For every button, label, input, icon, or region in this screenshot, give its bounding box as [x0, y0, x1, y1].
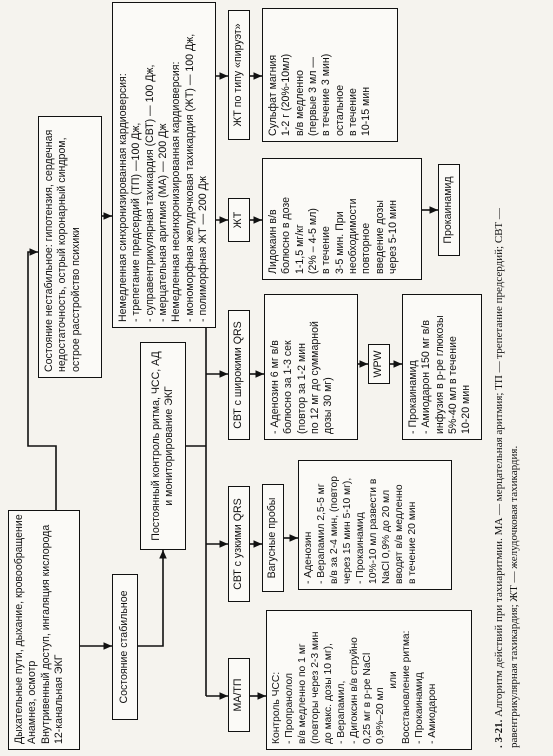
text-line: Состояние нестабильное: гипотензия, сердечная: [43, 129, 55, 372]
text-line: WPW: [372, 350, 385, 378]
text-line: Вагусные пробы: [266, 497, 279, 579]
text-line: Внутривенный доступ, ингаляция кислорода: [39, 524, 52, 744]
text-line: через 15 мин 5-10 мг),: [341, 477, 353, 584]
caption-number: . 3-21.: [493, 719, 505, 748]
text-line: в течение 3 мин): [320, 53, 333, 136]
text-line: Постоянный контроль ритма, ЧСС, АД: [149, 351, 162, 541]
text-line: (2% – 4-5 мл): [307, 208, 320, 274]
text-line: в/в за 2-4 мин, (повтор: [328, 476, 340, 584]
wpw-treatment-box: [402, 294, 482, 440]
text-line: (повтор за 1-2 мин: [295, 342, 308, 434]
text-line: - Верапамил 2,5-5 мг: [315, 483, 327, 584]
text-line: в течение 20 мин: [406, 501, 418, 584]
text-line: дозы 30 мг): [322, 377, 335, 434]
text-line: СВТ с узкими QRS: [232, 498, 245, 590]
text-line: - Прокаинамид: [407, 360, 419, 434]
branch-ma-tp-box: [228, 658, 250, 732]
caption-line: равентрикулярная тахикардия; ЖТ — желудочковая тахикардия.: [507, 445, 520, 748]
text-line: - Верапамил,: [335, 680, 347, 744]
text-line: СВТ с широкими QRS: [232, 321, 245, 429]
text-line: МА/ТП: [232, 678, 245, 712]
text-line: 12-канальная ЭКГ: [53, 654, 66, 744]
text-line: Немедленная несинхронизированная кардиоверсия:: [170, 61, 183, 322]
text-line: - Амиодарон 150 мг в/в: [420, 320, 433, 434]
branch-vt-box: [228, 198, 250, 242]
text-line: - Аденозин 6 мг в/в: [269, 340, 281, 434]
initial-assessment-box: [8, 510, 80, 750]
text-line: - Прокаинамид: [413, 672, 425, 744]
text-line: в/в медленно по 1 мг: [296, 643, 308, 744]
text-line: до макс. дозы 10 мг),: [322, 643, 334, 744]
text-line: повторное: [360, 222, 373, 274]
ma-treatment-box: [266, 610, 472, 750]
text-line: 10-20 мин: [460, 384, 473, 434]
text-line: 1-2 г (20%-10мл): [280, 53, 293, 136]
text-line: Анамнез, осмотр: [26, 660, 39, 744]
text-line: инфузия в р-ре глюкозы: [433, 315, 446, 434]
text-line: Лидокаин в/в: [267, 209, 279, 274]
figure-caption: [492, 8, 522, 748]
text-line: - Амиодарон: [426, 683, 438, 744]
text-line: и мониторирование ЭКГ: [163, 386, 175, 506]
monitoring-box: [140, 342, 186, 550]
text-line: 5%-40 мл в течение: [447, 336, 460, 434]
text-line: - Аденозин: [303, 531, 314, 584]
vagal-maneuvers-box: [262, 484, 284, 592]
narrow-qrs-treatment-box: [298, 460, 452, 590]
text-line: - Дигоксин в/в струйно: [348, 637, 360, 744]
text-line: Состояние стабильное: [118, 590, 131, 704]
text-line: ЖТ: [232, 211, 245, 229]
text-line: Контроль ЧСС:: [271, 671, 282, 744]
text-line: в/в медленно: [293, 70, 306, 136]
text-line: - мерцательная аритмия (МА) — 200 Дж: [157, 123, 170, 322]
branch-svt-wide-qrs-box: [228, 310, 250, 440]
magnesium-sulfate-box: [262, 8, 398, 142]
lidocaine-box: [262, 158, 422, 280]
text-line: Дыхательные пути, дыхание, кровообращение: [13, 514, 25, 744]
text-line: (повторы через 2-3 мин: [309, 631, 321, 744]
text-line: 1-1,5 мг/кг: [293, 224, 306, 274]
text-line: 0,25 мг в р-ре NaCl: [361, 652, 373, 744]
text-line: необходимости: [347, 198, 360, 274]
text-line: 10%-10 мл развести в: [367, 478, 379, 584]
text-line: через 5-10 мин: [387, 200, 400, 274]
text-line: в течение: [320, 226, 333, 274]
text-line: - полиморфная ЖТ — 200 Дж: [197, 176, 210, 322]
cardioversion-box: [112, 2, 216, 328]
text-line: болюсно за 1-3 сек: [282, 340, 295, 434]
text-line: в течение: [347, 88, 360, 136]
text-line: острое расстройство психики: [69, 227, 82, 372]
text-line: Немедленная синхронизированная кардиоверсия:: [117, 73, 129, 322]
text-line: - Прокаинамид: [354, 512, 366, 584]
text-line: 10-15 мин: [360, 86, 373, 136]
text-line: недостаточность, острый коронарный синдром,: [56, 137, 69, 372]
text-line: остальное: [333, 84, 346, 136]
connector-stable-monitoring: [138, 550, 163, 646]
procainamide-box: [438, 164, 460, 256]
text-line: 3-5 мин. При: [333, 211, 346, 274]
branch-torsades-box: [228, 10, 250, 140]
text-line: Сульфат магния: [267, 54, 279, 136]
text-line: Восстановление ритма:: [400, 630, 412, 744]
text-line: - мономорфная желудочковая тахикардия (ЖТ) — 100 Дж,: [183, 33, 196, 322]
text-line: 0,9%–20 мл: [374, 687, 386, 744]
adenosine-box: [264, 294, 358, 440]
text-line: - суправентрикулярная тахикардия (СВТ) — 100 Дж,: [143, 64, 156, 322]
text-line: (первые 3 мл —: [307, 57, 320, 136]
text-line: болюсно в дозе: [280, 197, 293, 274]
text-line: ЖТ по типу «пируэт»: [232, 23, 245, 127]
branch-svt-narrow-qrs-box: [228, 486, 250, 602]
text-line: - Пропранолол: [283, 673, 295, 744]
wpw-box: [368, 344, 390, 384]
text-line: или: [387, 671, 399, 689]
text-line: вводят в/в медленно: [393, 484, 405, 584]
text-line: - трепетание предсердий (ТП) —100 Дж,: [130, 122, 143, 322]
unstable-state-box: [38, 116, 102, 378]
caption-line: Алгоритм действий при тахиаритмии. МА — мерцательная аритмия; ТП — трепетание предсердий; СВТ —: [493, 208, 505, 720]
stable-state-box: [112, 574, 138, 720]
text-line: по 12 мг до суммарной: [309, 321, 322, 434]
text-line: Прокаинамид: [442, 176, 455, 244]
text-line: NaCl 0,9% до 20 мл: [380, 489, 392, 584]
text-line: введение дозы: [373, 200, 386, 274]
